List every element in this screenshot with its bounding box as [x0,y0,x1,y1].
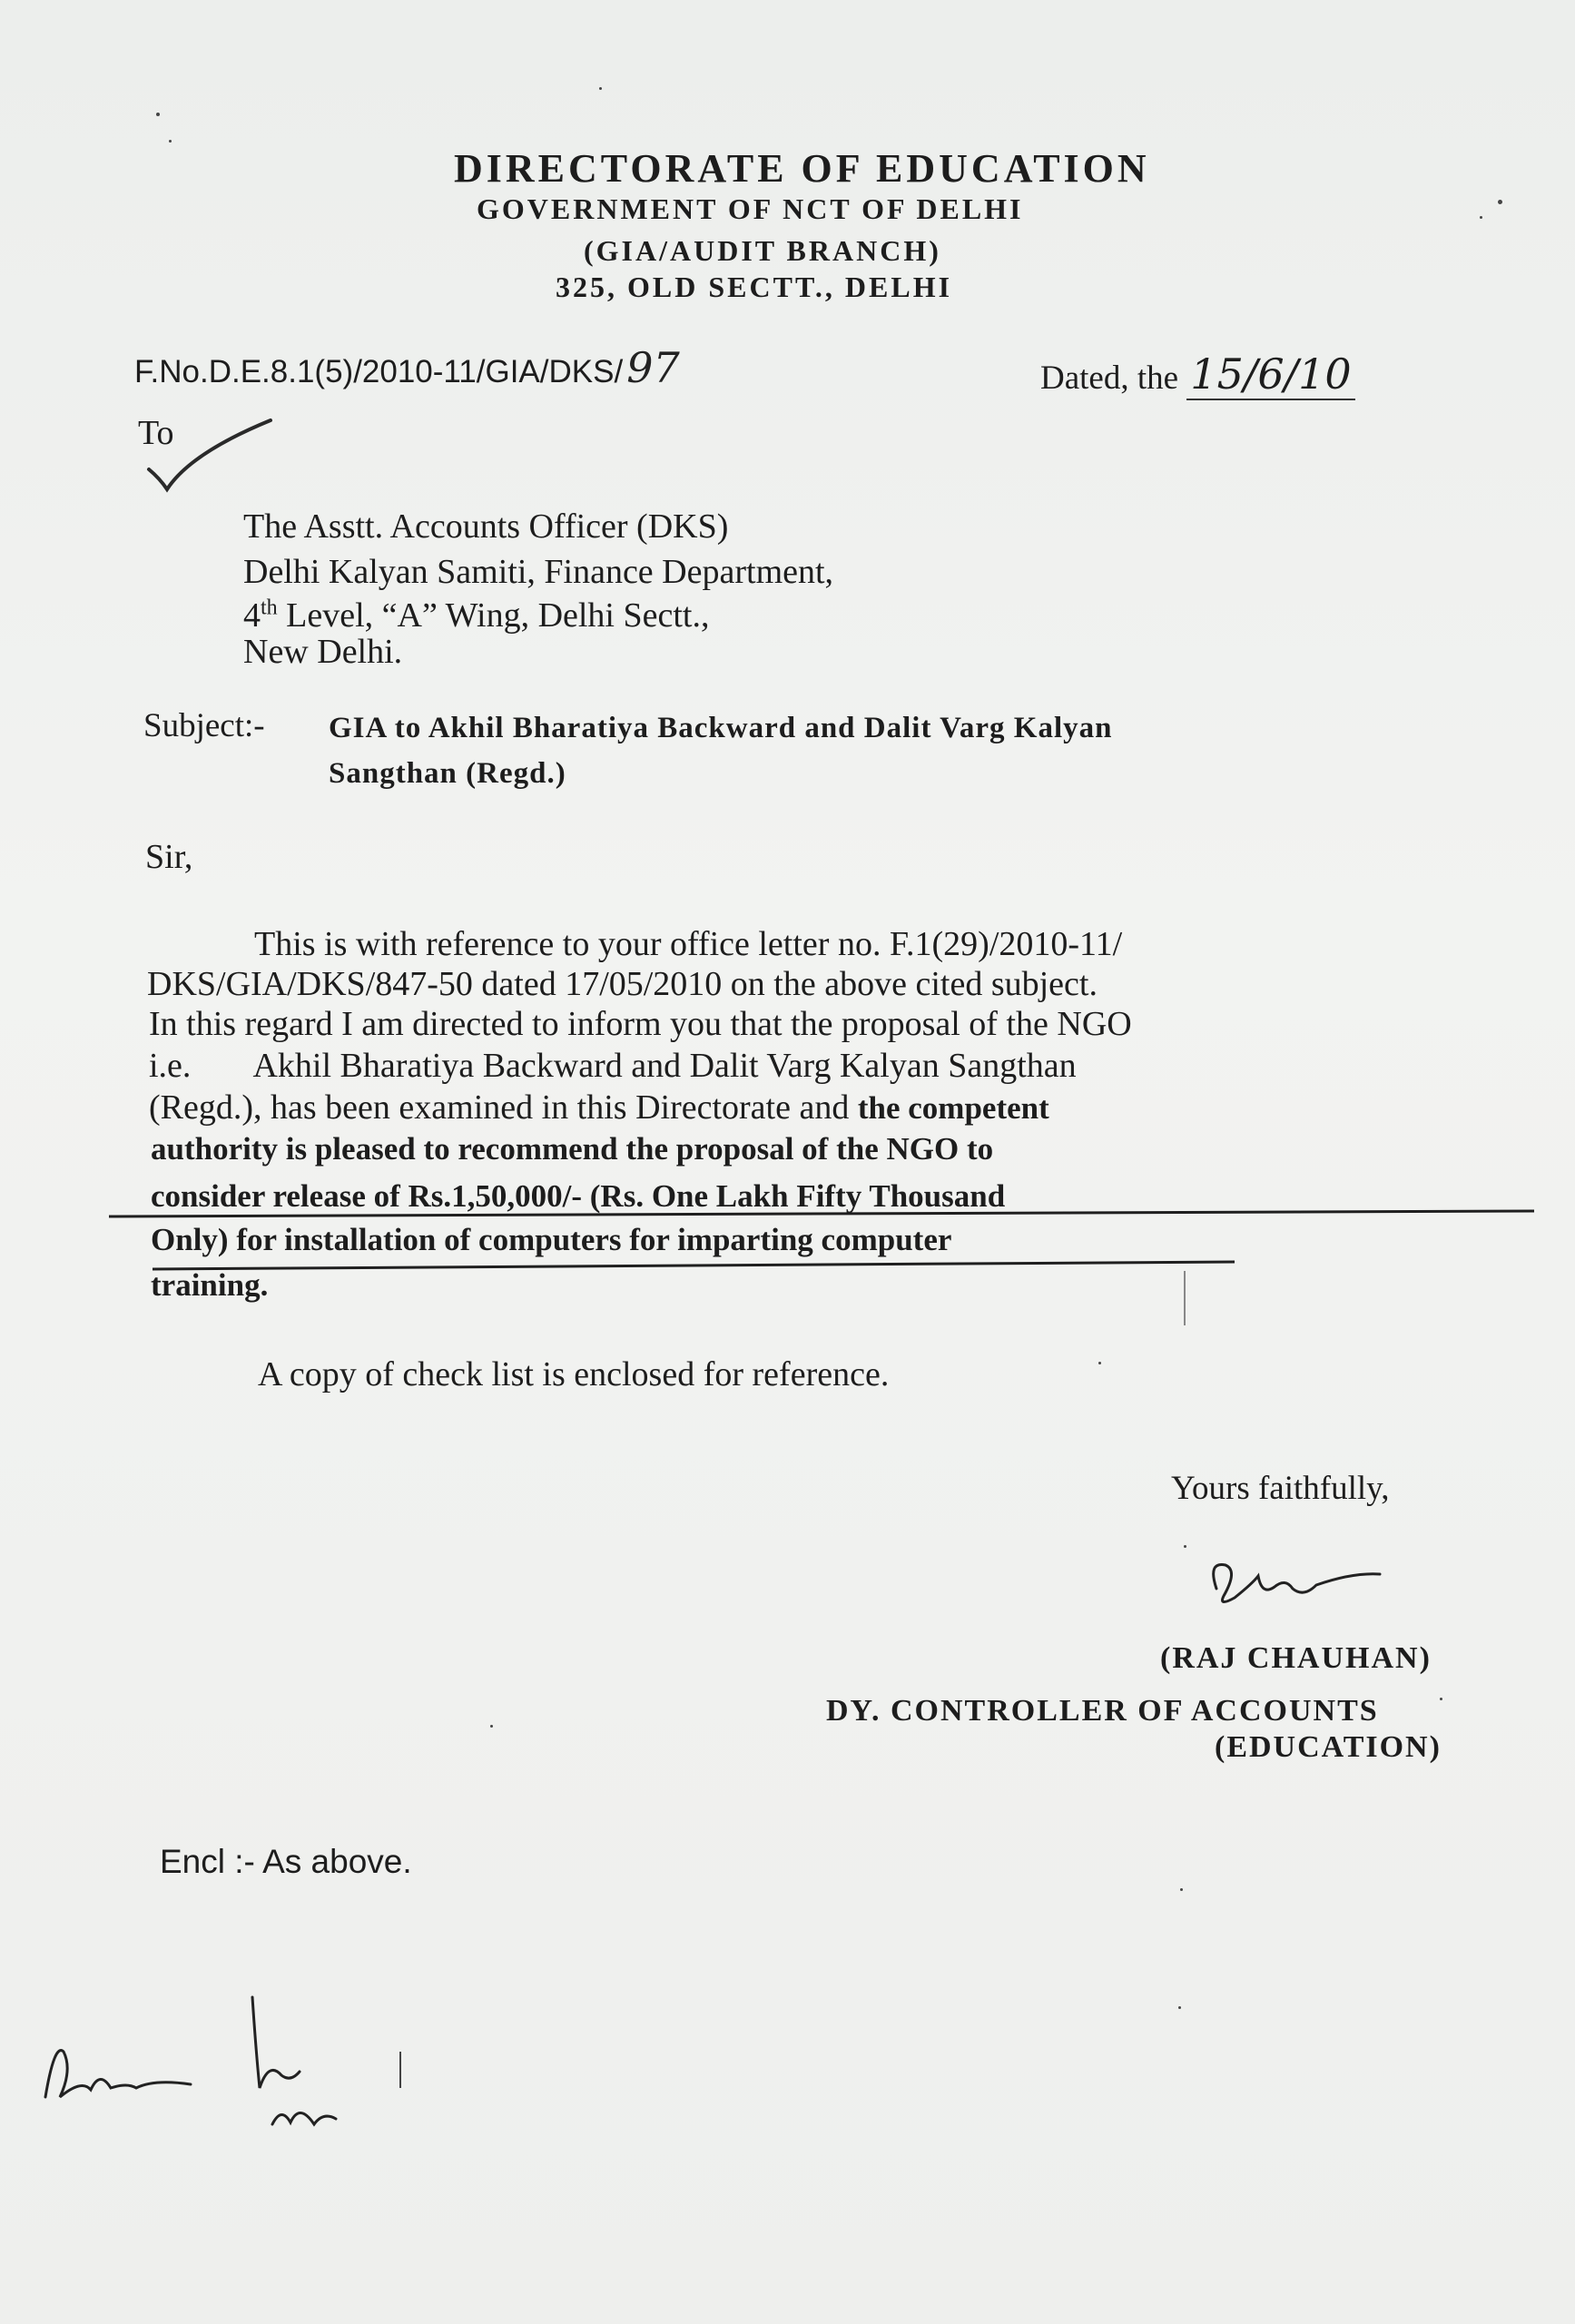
body-line-8: Only) for installation of computers for imparting computer [151,1222,952,1257]
salutation: Sir, [145,838,193,876]
letterhead-branch: (GIA/AUDIT BRANCH) [584,234,941,267]
to-label: To [138,414,174,452]
closing: Yours faithfully, [1171,1470,1390,1507]
letterhead-address: 325, OLD SECTT., DELHI [556,271,953,303]
scan-speck [490,1725,493,1728]
checkmark-icon [136,413,281,495]
scan-speck [1098,1362,1101,1364]
body-line-7: consider release of Rs.1,50,000/- (Rs. One Lakh Fifty Thousand [151,1178,1006,1214]
addressee-line-4: New Delhi. [243,633,403,671]
signatory-designation: DY. CONTROLLER OF ACCOUNTS [826,1694,1379,1728]
scan-speck [169,140,172,143]
letterhead-government: GOVERNMENT OF NCT OF DELHI [477,192,1024,225]
file-number [134,343,680,392]
letterhead-title: DIRECTORATE OF EDUCATION [454,146,1150,191]
dated-label: Dated, the [1040,359,1179,397]
addressee-line-1: The Asstt. Accounts Officer (DKS) [243,507,729,546]
signature-icon [1198,1552,1398,1616]
body-line-5: (Regd.), has been examined in this Directorate and the competent [149,1088,1049,1127]
body-line-3: In this regard I am directed to inform you that the proposal of the NGO [149,1005,1132,1043]
signatory-department: (EDUCATION) [1215,1730,1442,1764]
enclosure-note: Encl :- As above. [160,1843,412,1880]
body-line-4: i.e. Akhil Bharatiya Backward and Dalit Varg Kalyan Sangthan [149,1047,1077,1085]
scan-speck [1180,1888,1183,1891]
scan-speck [1498,200,1502,204]
subject-label: Subject:- [143,707,265,744]
file-number-printed: F.No.D.E.8.1(5)/2010-11/GIA/DKS/ [134,354,624,389]
file-number-handwritten: 97 [626,343,680,392]
scan-speck [599,87,602,90]
scan-speck [1184,1271,1186,1325]
signatory-name: (RAJ CHAUHAN) [1160,1641,1432,1675]
checklist-note: A copy of check list is enclosed for reference. [258,1355,890,1393]
handwritten-initials-icon [27,1988,372,2152]
addressee-line-2: Delhi Kalyan Samiti, Finance Department, [243,553,834,591]
scan-speck [1480,216,1482,219]
scan-speck [1184,1545,1186,1548]
body-line-6: authority is pleased to recommend the proposal of the NGO to [151,1131,994,1167]
addressee-line-3: 4th Level, “A” Wing, Delhi Sectt., [243,596,710,635]
body-line-9: training. [151,1267,269,1303]
subject-line-2: Sangthan (Regd.) [329,757,566,790]
pen-underline-mark [100,1189,1552,1280]
dated-value-handwritten: 15/6/10 [1186,350,1354,400]
body-line-2: DKS/GIA/DKS/847-50 dated 17/05/2010 on the above cited subject. [147,965,1098,1003]
scan-speck [399,2052,401,2088]
date-line [1040,350,1355,400]
scan-speck [1178,2006,1181,2009]
body-line-1: This is with reference to your office letter no. F.1(29)/2010-11/ [254,925,1123,963]
subject-line-1: GIA to Akhil Bharatiya Backward and Dalit Varg Kalyan [329,712,1113,744]
scan-speck [1440,1698,1442,1700]
scan-speck [156,113,160,116]
